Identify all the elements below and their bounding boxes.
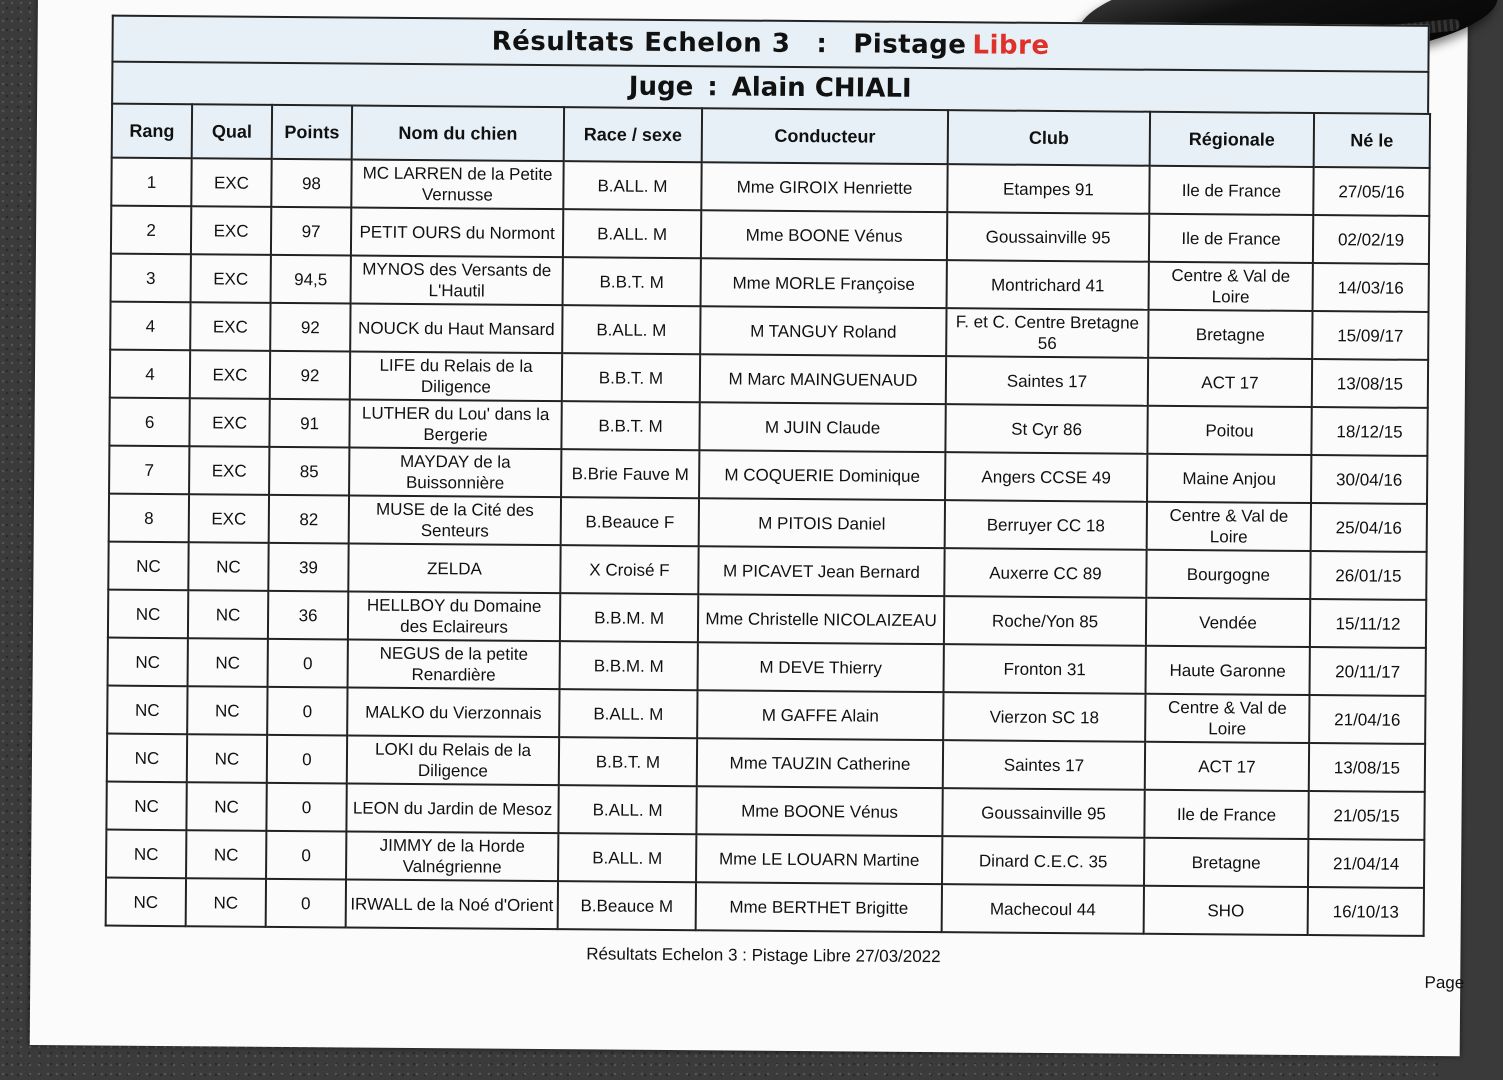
- cell-club: Goussainville 95: [947, 212, 1149, 262]
- cell-regionale: Ile de France: [1149, 166, 1313, 215]
- cell-regionale: Ile de France: [1149, 214, 1313, 263]
- cell-nom-du-chien: ZELDA: [348, 543, 560, 593]
- cell-qual: NC: [188, 590, 268, 639]
- column-header-race-sexe: Race / sexe: [564, 107, 702, 162]
- cell-regionale: SHO: [1144, 886, 1308, 935]
- column-header-nom-du-chien: Nom du chien: [352, 105, 564, 161]
- cell-race-sexe: B.ALL. M: [559, 689, 697, 738]
- cell-ne-le: 21/05/15: [1308, 791, 1424, 840]
- cell-points: 0: [266, 879, 346, 928]
- cell-nom-du-chien: MUSE de la Cité des Senteurs: [349, 495, 561, 545]
- title-main: Résultats Echelon 3: [491, 26, 791, 59]
- cell-nom-du-chien: LUTHER du Lou' dans la Bergerie: [349, 399, 561, 449]
- cell-race-sexe: B.ALL. M: [563, 161, 701, 210]
- cell-club: Auxerre CC 89: [944, 548, 1146, 598]
- cell-nom-du-chien: MYNOS des Versants de L'Hautil: [351, 255, 563, 305]
- cell-club: Montrichard 41: [947, 260, 1149, 310]
- cell-conducteur: Mme TAUZIN Catherine: [697, 738, 943, 788]
- cell-nom-du-chien: IRWALL de la Noé d'Orient: [346, 879, 558, 929]
- cell-nom-du-chien: HELLBOY du Domaine des Eclaireurs: [348, 591, 560, 641]
- cell-regionale: Haute Garonne: [1146, 646, 1310, 695]
- cell-conducteur: Mme LE LOUARN Martine: [696, 834, 942, 884]
- cell-ne-le: 18/12/15: [1311, 407, 1427, 456]
- cell-nom-du-chien: MAYDAY de la Buissonnière: [349, 447, 561, 497]
- cell-ne-le: 30/04/16: [1311, 455, 1427, 504]
- cell-nom-du-chien: PETIT OURS du Normont: [351, 207, 563, 257]
- cell-club: Vierzon SC 18: [943, 692, 1145, 742]
- cell-rang: NC: [108, 542, 188, 591]
- cell-race-sexe: B.ALL. M: [558, 785, 696, 834]
- cell-ne-le: 15/09/17: [1312, 311, 1428, 360]
- cell-regionale: Centre & Val de Loire: [1147, 502, 1311, 551]
- cell-race-sexe: B.B.M. M: [560, 593, 698, 642]
- paper-sheet: [30, 0, 1468, 1056]
- cell-ne-le: 26/01/15: [1310, 551, 1426, 600]
- cell-ne-le: 13/08/15: [1309, 743, 1425, 792]
- column-header-rang: Rang: [112, 104, 192, 159]
- cell-club: Etampes 91: [947, 164, 1149, 214]
- cell-rang: NC: [107, 734, 187, 783]
- judge-name: Alain CHIALI: [731, 72, 912, 104]
- page-label: Page: [1424, 972, 1465, 993]
- cell-regionale: Ile de France: [1144, 790, 1308, 839]
- cell-conducteur: M COQUERIE Dominique: [699, 450, 945, 500]
- cell-points: 91: [269, 399, 349, 448]
- cell-conducteur: Mme MORLE Françoise: [701, 258, 947, 308]
- cell-rang: 3: [111, 254, 191, 303]
- cell-regionale: Bourgogne: [1146, 550, 1310, 599]
- cell-conducteur: Mme BOONE Vénus: [696, 786, 942, 836]
- cell-club: Dinard C.E.C. 35: [942, 836, 1144, 886]
- cell-regionale: ACT 17: [1148, 358, 1312, 407]
- cell-qual: NC: [188, 638, 268, 687]
- title-accent: Libre: [972, 30, 1050, 61]
- cell-ne-le: 14/03/16: [1313, 263, 1429, 312]
- cell-race-sexe: X Croisé F: [560, 545, 698, 594]
- cell-points: 92: [270, 303, 350, 352]
- cell-points: 97: [271, 207, 351, 256]
- cell-conducteur: M PITOIS Daniel: [699, 498, 945, 548]
- cell-points: 94,5: [271, 255, 351, 304]
- cell-nom-du-chien: MALKO du Vierzonnais: [347, 687, 559, 737]
- cell-points: 0: [267, 687, 347, 736]
- cell-qual: NC: [186, 830, 266, 879]
- cell-club: Machecoul 44: [942, 884, 1144, 934]
- cell-nom-du-chien: JIMMY de la Horde Valnégrienne: [346, 831, 558, 881]
- cell-rang: NC: [106, 782, 186, 831]
- cell-race-sexe: B.B.T. M: [561, 401, 699, 450]
- table-body: [106, 158, 1430, 936]
- column-header-conducteur: Conducteur: [702, 108, 948, 164]
- cell-nom-du-chien: LEON du Jardin de Mesoz: [346, 783, 558, 833]
- cell-race-sexe: B.ALL. M: [558, 833, 696, 882]
- cell-race-sexe: B.ALL. M: [562, 305, 700, 354]
- cell-rang: 7: [109, 446, 189, 495]
- cell-regionale: Vendée: [1146, 598, 1310, 647]
- column-header-club: Club: [948, 110, 1150, 166]
- table-row: [106, 878, 1424, 936]
- footer-text: Résultats Echelon 3 : Pistage Libre 27/03/2022: [586, 944, 941, 967]
- cell-race-sexe: B.B.T. M: [562, 353, 700, 402]
- cell-qual: NC: [186, 878, 266, 927]
- cell-rang: 6: [109, 398, 189, 447]
- cell-qual: EXC: [189, 446, 269, 495]
- cell-qual: EXC: [190, 350, 270, 399]
- cell-rang: NC: [106, 878, 186, 927]
- cell-points: 0: [268, 639, 348, 688]
- cell-points: 0: [266, 783, 346, 832]
- cell-qual: NC: [188, 542, 268, 591]
- cell-qual: EXC: [189, 494, 269, 543]
- cell-race-sexe: B.Beauce F: [561, 497, 699, 546]
- cell-points: 98: [271, 159, 351, 208]
- cell-nom-du-chien: NEGUS de la petite Renardière: [348, 639, 560, 689]
- cell-race-sexe: B.Beauce M: [558, 881, 696, 930]
- cell-ne-le: 20/11/17: [1310, 647, 1426, 696]
- cell-qual: EXC: [191, 254, 271, 303]
- cell-club: Berruyer CC 18: [945, 500, 1147, 550]
- cell-ne-le: 21/04/16: [1309, 695, 1425, 744]
- cell-qual: NC: [186, 782, 266, 831]
- cell-rang: 8: [109, 494, 189, 543]
- cell-conducteur: Mme Christelle NICOLAIZEAU: [698, 594, 944, 644]
- cell-qual: NC: [187, 734, 267, 783]
- title-prefix: Pistage: [853, 29, 967, 61]
- cell-regionale: Centre & Val de Loire: [1145, 694, 1309, 743]
- cell-club: Roche/Yon 85: [944, 596, 1146, 646]
- cell-nom-du-chien: LOKI du Relais de la Diligence: [347, 735, 559, 785]
- cell-race-sexe: B.B.T. M: [563, 257, 701, 306]
- cell-rang: NC: [108, 638, 188, 687]
- judge-label: Juge: [628, 71, 694, 103]
- cell-club: Goussainville 95: [942, 788, 1144, 838]
- cell-qual: EXC: [191, 158, 271, 207]
- judge-separator: :: [707, 72, 718, 103]
- cell-ne-le: 21/04/14: [1308, 839, 1424, 888]
- cell-qual: NC: [187, 686, 267, 735]
- cell-conducteur: Mme GIROIX Henriette: [701, 162, 947, 212]
- cell-rang: 1: [111, 158, 191, 207]
- cell-ne-le: 25/04/16: [1311, 503, 1427, 552]
- cell-club: Fronton 31: [944, 644, 1146, 694]
- cell-conducteur: M TANGUY Roland: [700, 306, 946, 356]
- column-header-regionale: Régionale: [1150, 112, 1314, 167]
- column-header-points: Points: [272, 105, 352, 160]
- cell-conducteur: Mme BERTHET Brigitte: [696, 882, 942, 932]
- cell-rang: 2: [111, 206, 191, 255]
- cell-qual: EXC: [189, 398, 269, 447]
- cell-rang: NC: [107, 686, 187, 735]
- cell-club: St Cyr 86: [945, 404, 1147, 454]
- cell-ne-le: 27/05/16: [1313, 167, 1429, 216]
- cell-race-sexe: B.B.T. M: [559, 737, 697, 786]
- cell-points: 92: [270, 351, 350, 400]
- cell-points: 36: [268, 591, 348, 640]
- cell-points: 0: [266, 831, 346, 880]
- cell-rang: NC: [106, 830, 186, 879]
- cell-regionale: Centre & Val de Loire: [1149, 262, 1313, 311]
- cell-race-sexe: B.B.M. M: [560, 641, 698, 690]
- cell-club: F. et C. Centre Bretagne 56: [946, 308, 1148, 358]
- cell-conducteur: M PICAVET Jean Bernard: [698, 546, 944, 596]
- cell-qual: EXC: [190, 302, 270, 351]
- cell-conducteur: M GAFFE Alain: [697, 690, 943, 740]
- cell-conducteur: M DEVE Thierry: [698, 642, 944, 692]
- cell-qual: EXC: [191, 206, 271, 255]
- cell-regionale: Bretagne: [1144, 838, 1308, 887]
- cell-points: 85: [269, 447, 349, 496]
- cell-nom-du-chien: NOUCK du Haut Mansard: [350, 303, 562, 353]
- results-document: [105, 15, 1430, 937]
- cell-rang: 4: [110, 302, 190, 351]
- cell-nom-du-chien: LIFE du Relais de la Diligence: [350, 351, 562, 401]
- cell-ne-le: 16/10/13: [1308, 887, 1424, 936]
- cell-conducteur: M Marc MAINGUENAUD: [700, 354, 946, 404]
- column-header-qual: Qual: [192, 104, 272, 159]
- cell-conducteur: M JUIN Claude: [699, 402, 945, 452]
- cell-race-sexe: B.Brie Fauve M: [561, 449, 699, 498]
- cell-rang: 4: [110, 350, 190, 399]
- cell-points: 0: [267, 735, 347, 784]
- cell-race-sexe: B.ALL. M: [563, 209, 701, 258]
- cell-rang: NC: [108, 590, 188, 639]
- cell-nom-du-chien: MC LARREN de la Petite Vernusse: [351, 159, 563, 209]
- cell-club: Angers CCSE 49: [945, 452, 1147, 502]
- cell-club: Saintes 17: [943, 740, 1145, 790]
- cell-ne-le: 15/11/12: [1310, 599, 1426, 648]
- cell-regionale: Bretagne: [1148, 310, 1312, 359]
- cell-ne-le: 13/08/15: [1312, 359, 1428, 408]
- cell-regionale: ACT 17: [1145, 742, 1309, 791]
- cell-club: Saintes 17: [946, 356, 1148, 406]
- column-header-ne-le: Né le: [1314, 113, 1430, 168]
- cell-points: 39: [268, 543, 348, 592]
- cell-regionale: Maine Anjou: [1147, 454, 1311, 503]
- cell-conducteur: Mme BOONE Vénus: [701, 210, 947, 260]
- cell-regionale: Poitou: [1147, 406, 1311, 455]
- results-table: [105, 103, 1431, 937]
- title-separator: :: [816, 29, 828, 60]
- cell-points: 82: [269, 495, 349, 544]
- cell-ne-le: 02/02/19: [1313, 215, 1429, 264]
